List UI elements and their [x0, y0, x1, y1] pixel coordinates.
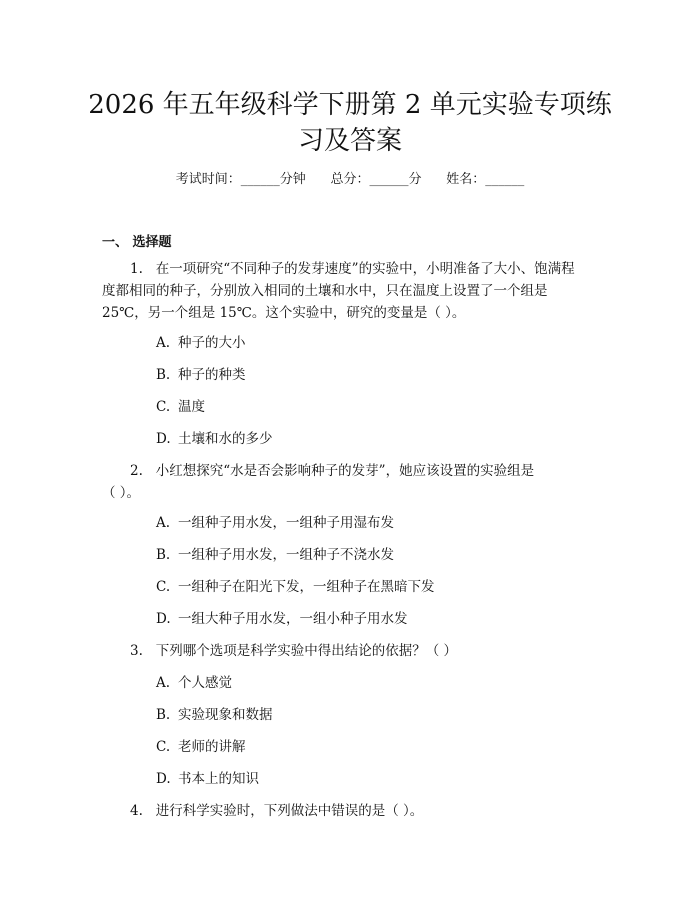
- option-text: 种子的大小: [178, 335, 246, 351]
- option-letter: B.: [156, 547, 171, 563]
- question-1: [102, 258, 602, 324]
- document-title-line-1: 2026 年五年级科学下册第 2 单元实验专项练: [88, 90, 612, 120]
- option-letter: A.: [156, 675, 171, 691]
- question-number: 1.: [130, 261, 143, 277]
- option-letter: D.: [156, 431, 171, 447]
- question-text: 小红想探究“水是否会影响种子的发芽”，她应该设置的实验组是: [155, 463, 535, 479]
- question-text: 度都相同的种子，分别放入相同的土壤和水中，只在温度上设置了一个组是: [102, 283, 548, 299]
- option-item[interactable]: [156, 514, 394, 532]
- question-text: （ ）。: [102, 485, 141, 501]
- section-heading: 一、 选择题: [102, 235, 172, 250]
- option-item[interactable]: [156, 430, 273, 448]
- option-text: 书本上的知识: [178, 771, 259, 787]
- option-text: 实验现象和数据: [178, 707, 273, 723]
- question-number: 3.: [130, 643, 143, 659]
- option-item[interactable]: [156, 674, 232, 692]
- option-text: 种子的种类: [178, 367, 246, 383]
- exam-info-line: 考试时间：______分钟 总分：______分 姓名：______: [175, 172, 525, 187]
- option-letter: C.: [156, 579, 171, 595]
- document-title-line-2: 习及答案: [297, 126, 402, 156]
- option-text: 一组种子用水发，一组种子不浇水发: [178, 547, 394, 563]
- option-item[interactable]: [156, 770, 259, 788]
- question-text: 25℃，另一个组是 15℃。这个实验中，研究的变量是（ ）。: [102, 305, 466, 321]
- question-text: 进行科学实验时，下列做法中错误的是（ ）。: [155, 803, 424, 819]
- option-letter: B.: [156, 367, 171, 383]
- option-item[interactable]: [156, 578, 435, 596]
- question-number: 4.: [130, 803, 143, 819]
- option-text: 一组种子用水发，一组种子用湿布发: [178, 515, 394, 531]
- option-text: 一组大种子用水发，一组小种子用水发: [178, 611, 408, 627]
- option-text: 个人感觉: [178, 675, 232, 691]
- question-number: 2.: [130, 463, 143, 479]
- option-text: 土壤和水的多少: [178, 431, 273, 447]
- question-text: 下列哪个选项是科学实验中得出结论的依据？（ ）: [155, 643, 458, 659]
- option-item[interactable]: [156, 610, 408, 628]
- option-letter: A.: [156, 515, 171, 531]
- question-3: [102, 640, 602, 662]
- option-item[interactable]: [156, 366, 246, 384]
- option-text: 一组种子在阳光下发，一组种子在黑暗下发: [178, 579, 435, 595]
- option-item[interactable]: [156, 334, 246, 352]
- option-text: 老师的讲解: [178, 739, 246, 755]
- option-item[interactable]: [156, 546, 394, 564]
- question-4: [102, 800, 602, 822]
- option-item[interactable]: [156, 738, 246, 756]
- option-letter: D.: [156, 771, 171, 787]
- question-2: [102, 460, 602, 504]
- option-letter: B.: [156, 707, 171, 723]
- option-letter: C.: [156, 739, 171, 755]
- question-text: 在一项研究“不同种子的发芽速度”的实验中，小明准备了大小、饱满程: [155, 261, 575, 277]
- option-item[interactable]: [156, 398, 205, 416]
- option-letter: D.: [156, 611, 171, 627]
- option-letter: A.: [156, 335, 171, 351]
- option-text: 温度: [178, 399, 205, 415]
- option-letter: C.: [156, 399, 171, 415]
- option-item[interactable]: [156, 706, 273, 724]
